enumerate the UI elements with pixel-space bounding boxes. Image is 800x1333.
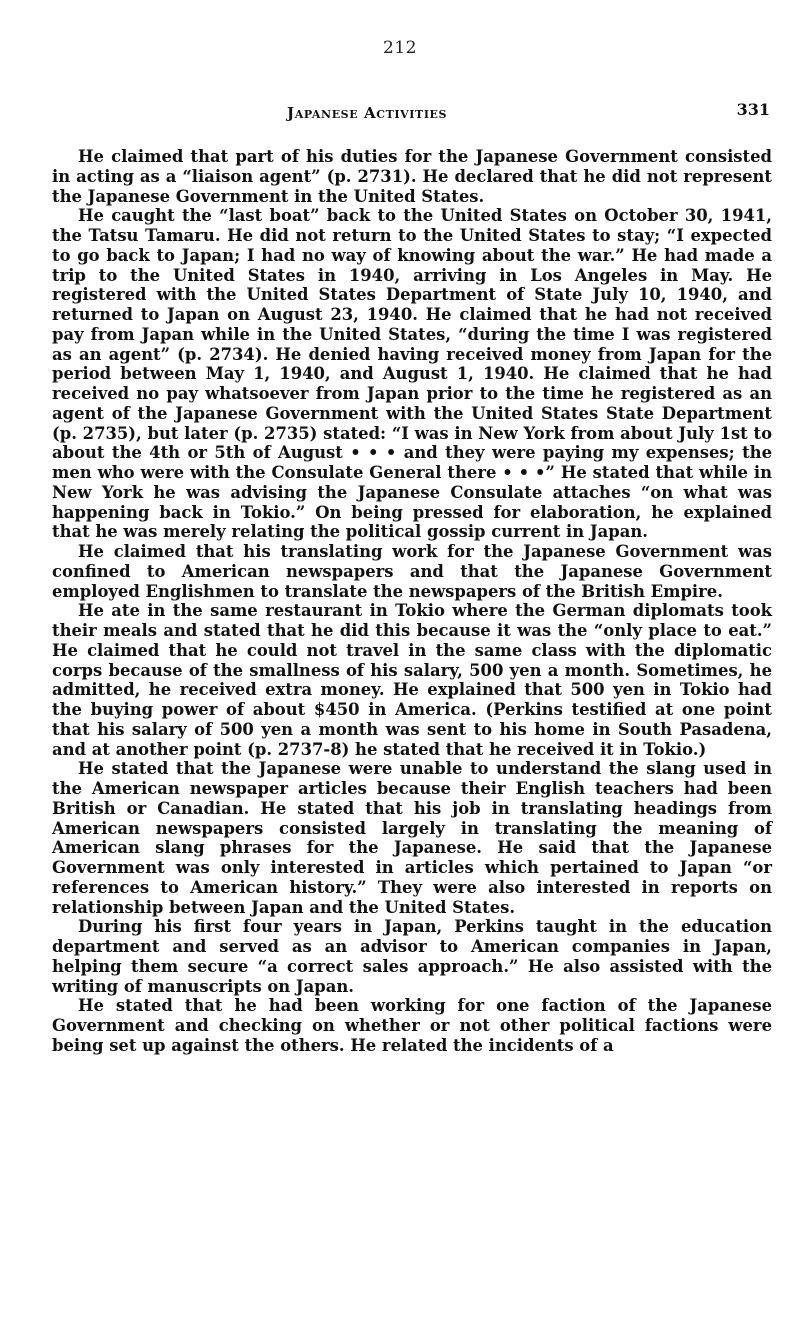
paragraph: He ate in the same restaurant in Tokio where the German diplomats took their meals and stated that he did this because it was the “only place to eat.” He claimed that he could not travel in the same class with the diplomatic corps because of the smallness of his salary, 500 yen a month. Sometimes, he admitted, he received extra money. He explained that 500 yen in Tokio had the buying power of about $450 in America. (Perkins testified at one point that his salary of 500 yen a month was sent to his home in South Pasadena, and at another point (p. 2737-8) he stated that he received it in Tokio.)	[52, 601, 772, 759]
running-head-page-number: 331	[736, 100, 770, 119]
paragraph: He stated that he had been working for one faction of the Japanese Government and checking on whether or not other political factions were being set up against the others. He related the incidents of a	[52, 996, 772, 1055]
running-head-title: Japanese Activities	[287, 104, 448, 122]
paragraph: He claimed that his translating work for the Japanese Government was confined to American newspapers and that the Japanese Government employed Englishmen to translate the newspapers of the British Empire.	[52, 542, 772, 601]
running-head	[285, 100, 770, 126]
paragraph: During his first four years in Japan, Perkins taught in the education department and served as an advisor to American companies in Japan, helping them secure “a correct sales approach.” He also assisted with the writing of manuscripts on Japan.	[52, 917, 772, 996]
body-text	[52, 147, 772, 1056]
paragraph: He caught the “last boat” back to the United States on October 30, 1941, the Tatsu Tamaru. He did not return to the United States to stay; “I expected to go back to Japan; I had no way of knowing about the war.” He had made a trip to the United States in 1940, arriving in Los Angeles in May. He registered with the United States Department of State July 10, 1940, and returned to Japan on August 23, 1940. He claimed that he had not received pay from Japan while in the United States, “during the time I was registered as an agent” (p. 2734). He denied having received money from Japan for the period between May 1, 1940, and August 1, 1940. He claimed that he had received no pay whatsoever from Japan prior to the time he registered as an agent of the Japanese Government with the United States State Department (p. 2735), but later (p. 2735) stated: “I was in New York from about July 1st to about the 4th or 5th of August • • • and they were paying my expenses; the men who were with the Consulate General there • • •” He stated that while in New York he was advising the Japanese Consulate attaches “on what was happening back in Tokio.” On being pressed for elaboration, he explained that he was merely relating the political gossip current in Japan.	[52, 206, 772, 542]
page-number: 212	[383, 38, 417, 58]
paragraph: He claimed that part of his duties for the Japanese Government consisted in acting as a “liaison agent” (p. 2731). He declared that he did not represent the Japanese Government in the United States.	[52, 147, 772, 206]
paragraph: He stated that the Japanese were unable to understand the slang used in the American newspaper articles because their English teachers had been British or Canadian. He stated that his job in translating headings from American newspapers consisted largely in translating the meaning of American slang phrases for the Japanese. He said that the Japanese Government was only interested in articles which pertained to Japan “or references to American history.” They were also interested in reports on relationship between Japan and the United States.	[52, 759, 772, 917]
